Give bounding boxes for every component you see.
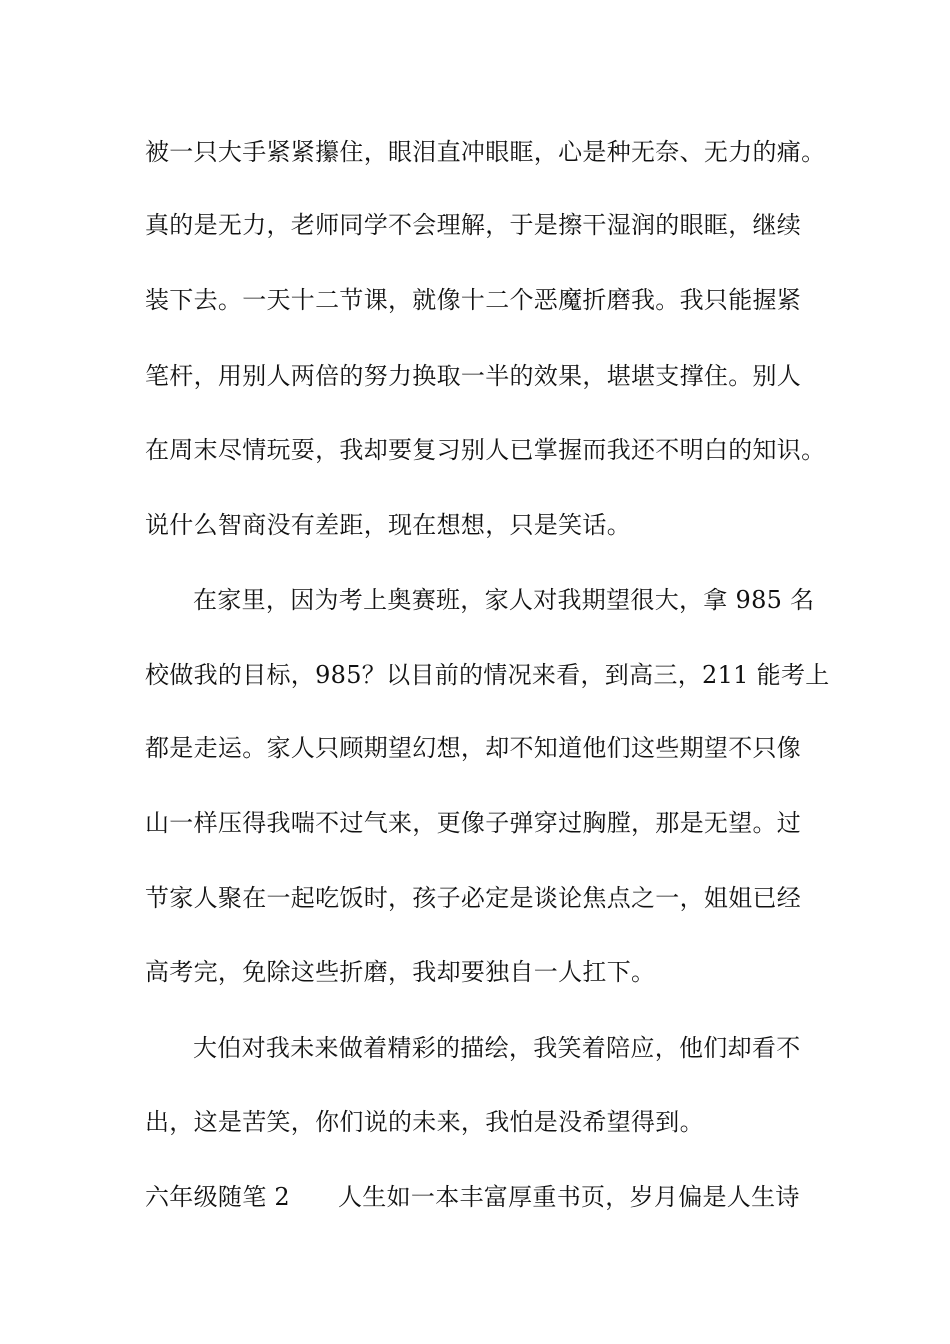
section-text: 人生如一本丰富厚重书页，岁月偏是人生诗 [338,1183,800,1211]
section-title: 六年级随笔 2 [145,1183,290,1211]
text-line: 被一只大手紧紧攥住，眼泪直冲眼眶，心是种无奈、无力的痛。 [145,138,826,166]
text-line: 校做我的目标，985？以目前的情况来看，到高三，211 能考上 [145,661,830,689]
text-line: 节家人聚在一起吃饭时，孩子必定是谈论焦点之一，姐姐已经 [145,884,802,912]
text-line: 出，这是苦笑，你们说的未来，我怕是没希望得到。 [145,1108,704,1136]
paragraph-start-line: 大伯对我未来做着精彩的描绘，我笑着陪应，他们却看不 [193,1034,801,1062]
text-line: 说什么智商没有差距，现在想想，只是笑话。 [145,511,631,539]
text-line: 都是走运。家人只顾期望幻想，却不知道他们这些期望不只像 [145,734,802,762]
text-line: 高考完，免除这些折磨，我却要独自一人扛下。 [145,958,656,986]
section-heading-line [145,1177,825,1217]
text-line: 笔杆，用别人两倍的努力换取一半的效果，堪堪支撑住。别人 [145,362,802,390]
text-line: 真的是无力，老师同学不会理解，于是擦干湿润的眼眶，继续 [145,211,802,239]
text-line: 装下去。一天十二节课，就像十二个恶魔折磨我。我只能握紧 [145,286,802,314]
text-line: 山一样压得我喘不过气来，更像子弹穿过胸膛，那是无望。过 [145,809,802,837]
paragraph-start-line: 在家里，因为考上奥赛班，家人对我期望很大，拿 985 名 [193,586,815,614]
text-line: 在周末尽情玩耍，我却要复习别人已掌握而我还不明白的知识。 [145,436,826,464]
